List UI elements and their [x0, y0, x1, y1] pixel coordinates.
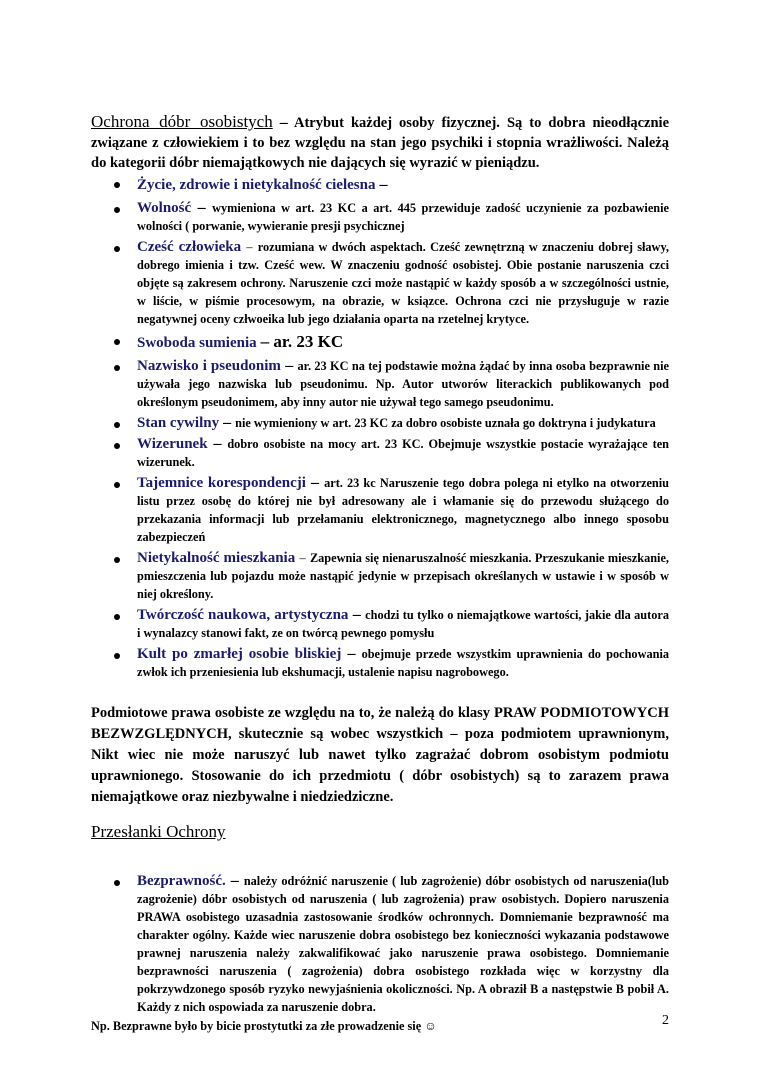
list-item	[91, 238, 669, 328]
item-separator: –	[213, 435, 222, 452]
item-separator: –	[299, 551, 306, 565]
item-term: Życie, zdrowie i nietykalność cielesna	[137, 177, 376, 193]
item-separator: –	[379, 176, 388, 193]
item-description: Zapewnia się nienaruszalność mieszkania. Przeszukanie mieszkanie, pmieszczenia lub pojazdu może nastąpić jedynie w przepisach określanych w ustawie i w sposób w niej określony.	[137, 551, 670, 601]
item-term: Nietykalność mieszkania	[137, 550, 296, 566]
item-description: art. 23 kc Naruszenie tego dobra polega ni etylko na otworzeniu listu przez osobę do której nie był adresowany ale i włamanie się do przewodu służącego do przekazania informacji lub przełamaniu elektronicznego, magnetycznego albo innego sposobu zabezpieczeń	[137, 476, 670, 544]
example-note: Np. Bezprawne było by bicie prostytutki za złe prowadzenie się ☺	[91, 1019, 437, 1033]
bullet-icon	[114, 339, 120, 345]
item-term: Swoboda sumienia	[137, 335, 257, 351]
list-item	[91, 872, 669, 1016]
bullet-icon	[114, 365, 120, 371]
intro-paragraph	[91, 112, 669, 173]
item-separator: – ar. 23 KC	[260, 332, 344, 351]
item-separator: –	[246, 240, 253, 254]
bullet-icon	[114, 557, 120, 563]
section-heading-przeslanki: Przesłanki Ochrony	[91, 822, 226, 841]
item-term: Kult po zmarłej osobie bliskiej	[137, 646, 342, 662]
item-term: Tajemnice korespondencji	[137, 475, 306, 491]
item-term: Bezprawność.	[137, 873, 226, 889]
list-item	[91, 435, 669, 471]
item-separator: –	[347, 645, 356, 662]
item-description: należy odróżnić naruszenie ( lub zagrożenie) dóbr osobistych od naruszenia(lub zagrożenie) dóbr osobistych od naruszenia ( lub zagrożenia) praw osobistych. Dopiero naruszenia PRAWA osobistego uzasadnia zastosowanie środków ochronnych. Domniemanie bezprawność ma charakter ogólny. Każde wiec naruszenie dobra osobistego bez konieczności wykazania podstawowe prawnej naruszenia należy zakwalifikować jako naruszenie prawa osobistego. Domniemanie bezprawności naruszenia ( zagrożenia) dobra osobistego rozkłada więc w korzystny dla pokrzywdzonego sposób ryzyko newyjaśnienia okoliczności. Np. A obraził B a następstwie B pobił A. Każdy z nich ospowiada za naruszenie dobra.	[137, 874, 669, 1014]
list-item	[91, 549, 669, 603]
item-term: Wolność	[137, 200, 192, 216]
page-number: 2	[662, 1013, 669, 1028]
page-content	[91, 112, 669, 1034]
list-item	[91, 645, 669, 681]
item-description: nie wymieniony w art. 23 KC za dobro osobiste uznała go doktryna i judykatura	[235, 416, 656, 430]
heading-dash: –	[279, 114, 288, 131]
item-description: dobro osobiste na mocy art. 23 KC. Obejmuje wszystkie postacie wyrażające ten wizerunek.	[137, 437, 669, 469]
absolute-rights-paragraph: Podmiotowe prawa osobiste ze względu na to, że należą do klasy PRAW PODMIOTOWYCH BEZWZGLĘDNYCH, skutecznie są wobec wszystkich – poza podmiotem uprawnionym, Nikt wiec nie może naruszyć lub nawet tylko zagrażać dobrom osobistym podmiotu uprawnionego. Stosowanie do ich przedmiotu ( dóbr osobistych) są to zarazem prawa niemajątkowe oraz niezbywalne i niedziedziczne.	[91, 705, 669, 805]
item-description: chodzi tu tylko o niemajątkowe wartości, jakie dla autora i wynalazcy stanowi fakt, ze on twórcą pewnego pomysłu	[137, 608, 669, 640]
item-term: Stan cywilny	[137, 415, 220, 431]
personal-goods-list	[91, 174, 669, 681]
bullet-icon	[114, 653, 120, 659]
bullet-icon	[114, 614, 120, 620]
item-term: Cześć człowieka	[137, 239, 242, 255]
section-heading-ochrona: Ochrona dóbr osobistych	[91, 112, 273, 131]
premises-list	[91, 872, 669, 1016]
item-description: rozumiana w dwóch aspektach. Cześć zewnętrzną w znaczeniu dobrej sławy, dobrego imienia i tzw. Cześć wew. W znaczeniu godność osobistej. Obie postanie naruszenia czci objęte są zakresem ochrony. Naruszenie czci może nastąpić w każdy sposób a w szczególności ustnie, w liście, w piśmie procesowym, na obrazie, w ksiązce. Ochrona czci nie przysługuje w razie negatywnej oceny człwoeika lub jego działania oparta na rzetelnej krytyce.	[137, 240, 669, 326]
item-separator: –	[197, 199, 206, 216]
item-description: wymieniona w art. 23 KC a art. 445 przewiduje zadość uczynienie za pozbawienie wolności ( porwanie, wywieranie presji psychicznej	[137, 201, 670, 233]
list-item	[91, 414, 669, 432]
bullet-icon	[114, 443, 120, 449]
item-term: Nazwisko i pseudonim	[137, 358, 281, 374]
list-item	[91, 331, 669, 354]
item-separator: –	[285, 357, 294, 374]
list-item	[91, 474, 669, 546]
item-term: Wizerunek	[137, 436, 208, 452]
item-description: obejmuje przede wszystkim uprawnienia do pochowania zwłok ich przeniesienia lub ekshumacji, ustalenie napisu nagrobowego.	[137, 647, 670, 679]
item-separator: –	[352, 606, 361, 623]
list-item	[91, 606, 669, 642]
list-item	[91, 174, 669, 196]
item-separator: –	[311, 474, 320, 491]
bullet-icon	[114, 246, 120, 252]
list-item	[91, 357, 669, 411]
item-separator: –	[223, 414, 232, 431]
bullet-icon	[114, 182, 120, 188]
bullet-icon	[114, 207, 120, 213]
intro-text: Atrybut każdej osoby fizycznej. Są to dobra nieodłącznie związane z człowiekiem i to bez względu na stan jego psychiki i stopnia wrażliwości. Należą do kategorii dóbr niemajątkowych nie dających się wyrazić w pieniądzu.	[91, 115, 669, 171]
item-description: ar. 23 KC na tej podstawie można żądać by inna osoba bezprawnie nie używała jego nazwiska lub pseudonimu. Np. Autor utworów literackich publikowanych pod określonym pseudonimem, aby inny autor nie używał tego samego pseudonimu.	[137, 359, 669, 409]
bullet-icon	[114, 422, 120, 428]
item-separator: –	[230, 872, 239, 889]
item-term: Twórczość naukowa, artystyczna	[137, 607, 349, 623]
bullet-icon	[114, 482, 120, 488]
list-item	[91, 199, 669, 235]
bullet-icon	[114, 880, 120, 886]
